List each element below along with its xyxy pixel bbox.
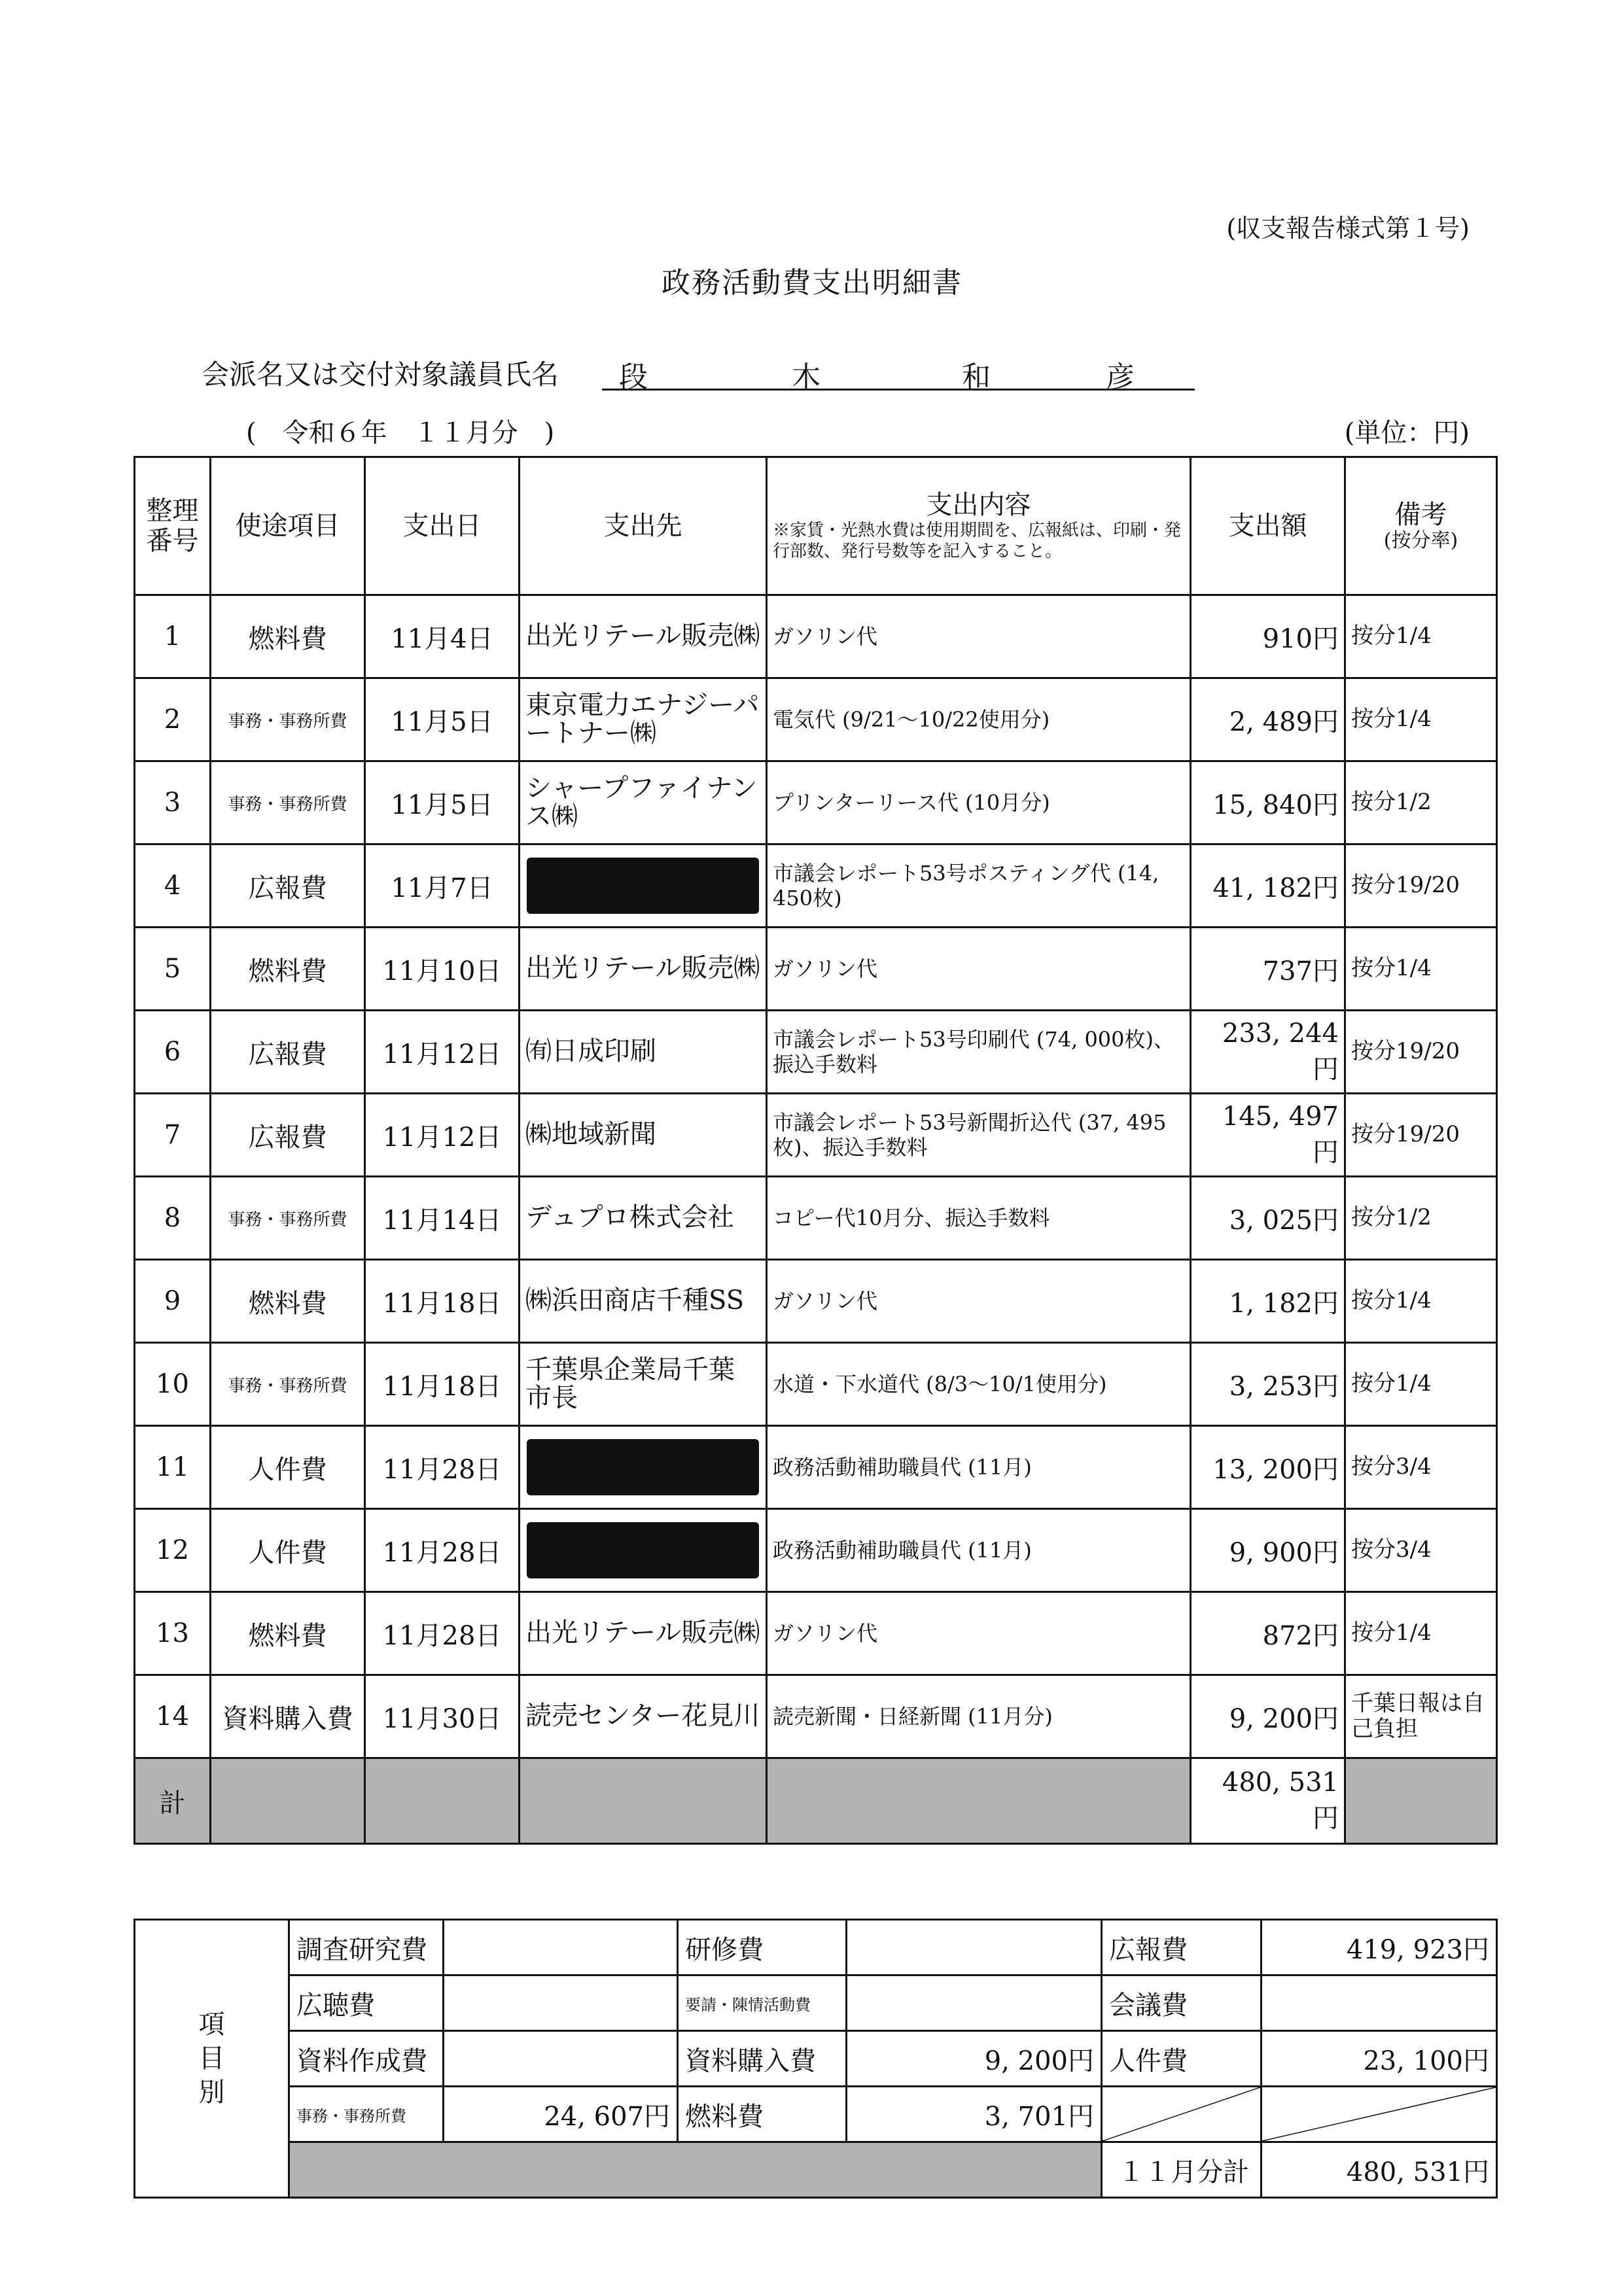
row-amount: 9, 900円 <box>1191 1509 1345 1592</box>
summary-label: 研修費 <box>678 1920 847 1975</box>
row-category: 事務・事務所費 <box>211 678 365 761</box>
row-note: 按分1/2 <box>1345 1177 1497 1260</box>
desc-header-title: 支出内容 <box>926 489 1031 520</box>
row-note: 按分1/4 <box>1345 1343 1497 1426</box>
member-name <box>602 353 1195 394</box>
summary-label: 広聴費 <box>289 1975 444 2031</box>
row-date: 11月18日 <box>365 1343 520 1426</box>
col-header-payee: 支出先 <box>520 457 767 595</box>
row-payee: 東京電力エナジーパートナー㈱ <box>520 678 767 761</box>
summary-label: 広報費 <box>1102 1920 1262 1975</box>
total-blank <box>1345 1758 1497 1844</box>
total-blank <box>365 1758 520 1844</box>
expense-table <box>133 456 1498 1845</box>
row-date: 11月4日 <box>365 595 520 678</box>
col-header-no: 整理 番号 <box>135 457 211 595</box>
row-note: 按分19/20 <box>1345 1011 1497 1094</box>
redaction-block <box>527 1522 759 1578</box>
total-blank <box>520 1758 767 1844</box>
col-header-note <box>1345 457 1497 595</box>
row-payee: 出光リテール販売㈱ <box>520 1592 767 1675</box>
total-blank <box>767 1758 1191 1844</box>
row-number: 12 <box>135 1509 211 1592</box>
page-title: 政務活動費支出明細書 <box>662 266 962 300</box>
row-amount: 2, 489円 <box>1191 678 1345 761</box>
table-row <box>135 844 1497 928</box>
row-date: 11月10日 <box>365 928 520 1011</box>
redaction-block <box>527 1439 759 1495</box>
summary-value: 9, 200円 <box>847 2031 1102 2087</box>
summary-row <box>135 1920 1497 1975</box>
row-number: 5 <box>135 928 211 1011</box>
row-description: 市議会レポート53号印刷代 (74, 000枚)、振込手数料 <box>767 1011 1191 1094</box>
diagonal-line <box>1103 2087 1260 2141</box>
row-amount: 41, 182円 <box>1191 844 1345 928</box>
summary-label: 要請・陳情活動費 <box>678 1975 847 2031</box>
row-date: 11月12日 <box>365 1094 520 1177</box>
summary-value <box>444 1920 678 1975</box>
row-note: 按分1/4 <box>1345 928 1497 1011</box>
table-header-row <box>135 457 1497 595</box>
row-note: 按分3/4 <box>1345 1426 1497 1509</box>
diagonal-blank-cell <box>1262 2087 1497 2142</box>
row-category: 人件費 <box>211 1426 365 1509</box>
row-category: 事務・事務所費 <box>211 1177 365 1260</box>
row-category: 広報費 <box>211 1094 365 1177</box>
row-amount: 3, 253円 <box>1191 1343 1345 1426</box>
row-number: 8 <box>135 1177 211 1260</box>
summary-value: 24, 607円 <box>444 2087 678 2142</box>
row-number: 6 <box>135 1011 211 1094</box>
note-header-sub: (按分率) <box>1383 529 1458 552</box>
row-description: 水道・下水道代 (8/3～10/1使用分) <box>767 1343 1191 1426</box>
total-label: 計 <box>135 1758 211 1844</box>
row-number: 11 <box>135 1426 211 1509</box>
summary-value <box>847 1975 1102 2031</box>
summary-value: 23, 100円 <box>1262 2031 1497 2087</box>
table-row <box>135 1592 1497 1675</box>
row-description: ガソリン代 <box>767 1592 1191 1675</box>
total-blank <box>211 1758 365 1844</box>
summary-label: 調査研究費 <box>289 1920 444 1975</box>
table-row <box>135 1094 1497 1177</box>
row-number: 10 <box>135 1343 211 1426</box>
row-payee: 読売センター花見川 <box>520 1675 767 1758</box>
row-note: 按分19/20 <box>1345 844 1497 928</box>
row-description: 政務活動補助職員代 (11月) <box>767 1509 1191 1592</box>
report-period: ( 令和６年 １１月分 ) <box>246 418 555 448</box>
diagonal-line <box>1262 2087 1496 2141</box>
row-amount: 3, 025円 <box>1191 1177 1345 1260</box>
row-note: 按分3/4 <box>1345 1509 1497 1592</box>
row-date: 11月28日 <box>365 1592 520 1675</box>
row-date: 11月18日 <box>365 1260 520 1343</box>
row-category: 燃料費 <box>211 928 365 1011</box>
row-payee: 出光リテール販売㈱ <box>520 928 767 1011</box>
row-date: 11月30日 <box>365 1675 520 1758</box>
row-amount: 910円 <box>1191 595 1345 678</box>
row-description: ガソリン代 <box>767 595 1191 678</box>
row-amount: 13, 200円 <box>1191 1426 1345 1509</box>
row-number: 14 <box>135 1675 211 1758</box>
row-description: コピー代10月分、振込手数料 <box>767 1177 1191 1260</box>
total-row <box>135 1758 1497 1844</box>
row-category: 資料購入費 <box>211 1675 365 1758</box>
col-header-category: 使途項目 <box>211 457 365 595</box>
summary-row <box>135 2031 1497 2087</box>
summary-label: 燃料費 <box>678 2087 847 2142</box>
row-payee <box>520 1509 767 1592</box>
table-row <box>135 1011 1497 1094</box>
summary-row <box>135 1975 1497 2031</box>
row-category: 広報費 <box>211 844 365 928</box>
row-payee: ㈱地域新聞 <box>520 1094 767 1177</box>
diagonal-blank-cell <box>1102 2087 1262 2142</box>
col-header-desc <box>767 457 1191 595</box>
redaction-block <box>527 858 759 914</box>
row-category: 事務・事務所費 <box>211 1343 365 1426</box>
row-amount: 9, 200円 <box>1191 1675 1345 1758</box>
note-header-title: 備考 <box>1394 499 1447 530</box>
summary-total-row <box>135 2142 1497 2198</box>
row-description: プリンターリース代 (10月分) <box>767 761 1191 844</box>
row-number: 1 <box>135 595 211 678</box>
row-number: 4 <box>135 844 211 928</box>
row-note: 千葉日報は自己負担 <box>1345 1675 1497 1758</box>
table-row <box>135 928 1497 1011</box>
name-char: 彦 <box>1106 360 1135 394</box>
row-amount: 737円 <box>1191 928 1345 1011</box>
row-note: 按分1/4 <box>1345 1260 1497 1343</box>
category-summary-table <box>133 1919 1498 2199</box>
row-description: 市議会レポート53号新聞折込代 (37, 495枚)、振込手数料 <box>767 1094 1191 1177</box>
row-number: 13 <box>135 1592 211 1675</box>
row-date: 11月7日 <box>365 844 520 928</box>
row-date: 11月14日 <box>365 1177 520 1260</box>
table-row <box>135 1426 1497 1509</box>
summary-value: 419, 923円 <box>1262 1920 1497 1975</box>
row-date: 11月5日 <box>365 761 520 844</box>
summary-value: 3, 701円 <box>847 2087 1102 2142</box>
summary-label: 資料購入費 <box>678 2031 847 2087</box>
summary-label: 資料作成費 <box>289 2031 444 2087</box>
row-amount: 15, 840円 <box>1191 761 1345 844</box>
row-payee <box>520 844 767 928</box>
summary-row <box>135 2087 1497 2142</box>
unit-label: (単位：円) <box>1344 418 1470 448</box>
row-payee: シャープファイナンス㈱ <box>520 761 767 844</box>
form-label: (収支報告様式第１号) <box>1226 214 1470 243</box>
row-amount: 872円 <box>1191 1592 1345 1675</box>
summary-value <box>444 2031 678 2087</box>
summary-side-label: 項 目 別 <box>135 1920 289 2198</box>
row-note: 按分19/20 <box>1345 1094 1497 1177</box>
table-row <box>135 1343 1497 1426</box>
summary-value <box>847 1920 1102 1975</box>
row-number: 7 <box>135 1094 211 1177</box>
row-payee: 千葉県企業局千葉市長 <box>520 1343 767 1426</box>
row-description: ガソリン代 <box>767 928 1191 1011</box>
table-row <box>135 1509 1497 1592</box>
desc-header-note: ※家賃・光熱水費は使用期間を、広報紙は、印刷・発行部数、発行号数等を記入すること。 <box>773 520 1182 561</box>
month-total-label: １１月分計 <box>1102 2142 1262 2198</box>
summary-value <box>444 1975 678 2031</box>
row-category: 燃料費 <box>211 595 365 678</box>
summary-gray-area <box>289 2142 1102 2198</box>
row-payee: ㈱浜田商店千種SS <box>520 1260 767 1343</box>
name-label: 会派名又は交付対象議員氏名 <box>202 358 559 391</box>
row-note: 按分1/4 <box>1345 1592 1497 1675</box>
row-date: 11月28日 <box>365 1509 520 1592</box>
row-payee <box>520 1426 767 1509</box>
summary-label: 会議費 <box>1102 1975 1262 2031</box>
row-date: 11月12日 <box>365 1011 520 1094</box>
row-description: 電気代 (9/21～10/22使用分) <box>767 678 1191 761</box>
row-date: 11月28日 <box>365 1426 520 1509</box>
table-row <box>135 1675 1497 1758</box>
row-description: 政務活動補助職員代 (11月) <box>767 1426 1191 1509</box>
row-number: 3 <box>135 761 211 844</box>
row-description: 市議会レポート53号ポスティング代 (14, 450枚) <box>767 844 1191 928</box>
row-description: ガソリン代 <box>767 1260 1191 1343</box>
name-char: 和 <box>962 360 991 394</box>
month-total-value: 480, 531円 <box>1262 2142 1497 2198</box>
table-row <box>135 678 1497 761</box>
row-description: 読売新聞・日経新聞 (11月分) <box>767 1675 1191 1758</box>
row-amount: 145, 497円 <box>1191 1094 1345 1177</box>
row-amount: 1, 182円 <box>1191 1260 1345 1343</box>
table-row <box>135 761 1497 844</box>
table-row <box>135 1260 1497 1343</box>
col-header-date: 支出日 <box>365 457 520 595</box>
row-category: 事務・事務所費 <box>211 761 365 844</box>
name-char: 段 <box>619 360 648 394</box>
row-note: 按分1/4 <box>1345 678 1497 761</box>
row-number: 2 <box>135 678 211 761</box>
row-payee: デュプロ株式会社 <box>520 1177 767 1260</box>
row-category: 燃料費 <box>211 1592 365 1675</box>
total-amount: 480, 531円 <box>1191 1758 1345 1844</box>
summary-value <box>1262 1975 1497 2031</box>
col-header-amount: 支出額 <box>1191 457 1345 595</box>
row-payee: ㈲日成印刷 <box>520 1011 767 1094</box>
table-row <box>135 595 1497 678</box>
row-number: 9 <box>135 1260 211 1343</box>
table-row <box>135 1177 1497 1260</box>
row-date: 11月5日 <box>365 678 520 761</box>
row-category: 広報費 <box>211 1011 365 1094</box>
row-amount: 233, 244円 <box>1191 1011 1345 1094</box>
row-note: 按分1/2 <box>1345 761 1497 844</box>
row-payee: 出光リテール販売㈱ <box>520 595 767 678</box>
summary-label: 人件費 <box>1102 2031 1262 2087</box>
row-note: 按分1/4 <box>1345 595 1497 678</box>
name-char: 木 <box>792 360 821 394</box>
row-category: 人件費 <box>211 1509 365 1592</box>
row-category: 燃料費 <box>211 1260 365 1343</box>
summary-label: 事務・事務所費 <box>289 2087 444 2142</box>
